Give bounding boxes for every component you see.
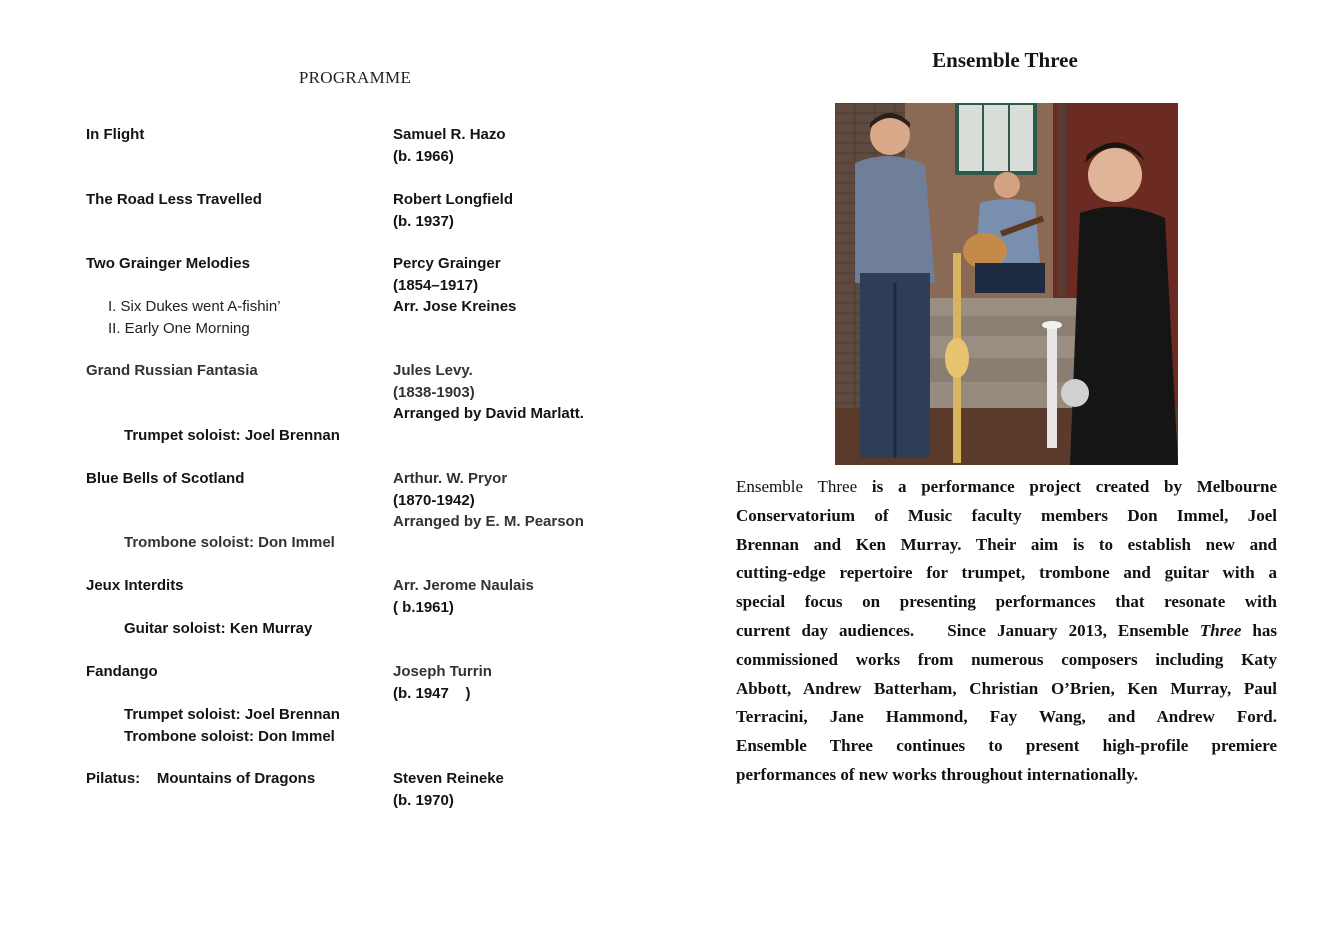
composer-dates: (1870-1942) xyxy=(393,491,475,509)
composer-name: Jules Levy. xyxy=(393,362,473,379)
bio-italic: Three xyxy=(1199,620,1242,640)
arranger: Arr. Jose Kreines xyxy=(393,298,517,315)
composer-dates: (b. 1947 ) xyxy=(393,684,471,702)
bio-text: Conservatorium of Music faculty members Don Immel, Joel xyxy=(736,505,1277,525)
composer-block xyxy=(393,360,584,425)
work-title: Pilatus: Mountains of Dragons xyxy=(86,770,316,787)
soloist-line: Trombone soloist: Don Immel xyxy=(124,534,335,551)
composer-dates: (1838-1903) xyxy=(393,383,475,401)
work-title: Fandango xyxy=(86,663,158,680)
bio-text: is a performance project created by Melbourne xyxy=(857,477,1277,496)
composer-name: Samuel R. Hazo xyxy=(393,126,506,143)
movement-list xyxy=(108,296,281,339)
composer-dates: (1854–1917) xyxy=(393,276,479,294)
composer-name: Steven Reineke xyxy=(393,770,504,787)
composer-dates: (b. 1937) xyxy=(393,212,454,230)
arranger: Arranged by E. M. Pearson xyxy=(393,513,584,530)
bio-text: performances of new works throughout internationally. xyxy=(736,764,1139,784)
composer-name: Joseph Turrin xyxy=(393,663,492,680)
composer-block xyxy=(393,253,516,318)
composer-block xyxy=(393,575,534,618)
work-title: Grand Russian Fantasia xyxy=(86,362,258,379)
composer-name: Robert Longfield xyxy=(393,191,513,208)
soloist-line: Trumpet soloist: Joel Brennan xyxy=(124,706,340,723)
composer-dates: (b. 1966) xyxy=(393,147,454,165)
programme-title: PROGRAMME xyxy=(298,68,412,87)
work-title: Two Grainger Melodies xyxy=(86,255,250,272)
arranger: Arr. Jerome Naulais xyxy=(393,577,534,594)
composer-name: Arthur. W. Pryor xyxy=(393,470,508,487)
bio-text: current day audiences. Since January 2013, Ensemble xyxy=(736,620,1200,640)
bio-line xyxy=(736,617,1277,646)
soloist-list xyxy=(124,704,340,747)
work-title: In Flight xyxy=(86,126,145,143)
bio-text: cutting-edge repertoire for trumpet, trombone and guitar with a xyxy=(736,563,1277,583)
bio-text: Brennan and Ken Murray. Their aim is to establish new and xyxy=(736,534,1277,554)
composer-dates: ( b.1961) xyxy=(393,598,454,616)
arranger: Arranged by David Marlatt. xyxy=(393,405,584,422)
bio-text: special focus on presenting performances that resonate with xyxy=(736,592,1277,612)
work-title: Blue Bells of Scotland xyxy=(86,470,245,487)
bio-text: Ensemble Three continues to present high-profile premiere xyxy=(736,736,1277,756)
bio-text: has xyxy=(1241,620,1277,640)
ensemble-photo xyxy=(835,103,1178,465)
bio-text: Abbott, Andrew Batterham, Christian O’Brien, Ken Murray, Paul xyxy=(736,678,1277,698)
soloist-line: Trombone soloist: Don Immel xyxy=(124,727,335,745)
bio-text: Terracini, Jane Hammond, Fay Wang, and Andrew Ford. xyxy=(736,707,1277,727)
ensemble-bio xyxy=(736,473,1277,790)
composer-block xyxy=(393,661,492,704)
composer-dates: (b. 1970) xyxy=(393,791,454,809)
soloist-line: Guitar soloist: Ken Murray xyxy=(124,620,313,637)
soloist-line: Trumpet soloist: Joel Brennan xyxy=(124,427,340,444)
bio-text: commissioned works from numerous composers including Katy xyxy=(736,649,1277,669)
movement-item: II. Early One Morning xyxy=(108,319,250,337)
composer-block xyxy=(393,189,513,232)
work-title: Jeux Interdits xyxy=(86,577,184,594)
movement-item: I. Six Dukes went A-fishin’ xyxy=(108,298,281,315)
bio-lead: Ensemble Three xyxy=(736,477,858,496)
work-title: The Road Less Travelled xyxy=(86,191,262,208)
composer-block xyxy=(393,768,504,811)
composer-block xyxy=(393,468,584,533)
composer-name: Percy Grainger xyxy=(393,255,501,272)
ensemble-title: Ensemble Three xyxy=(932,48,1078,72)
composer-block xyxy=(393,124,506,167)
